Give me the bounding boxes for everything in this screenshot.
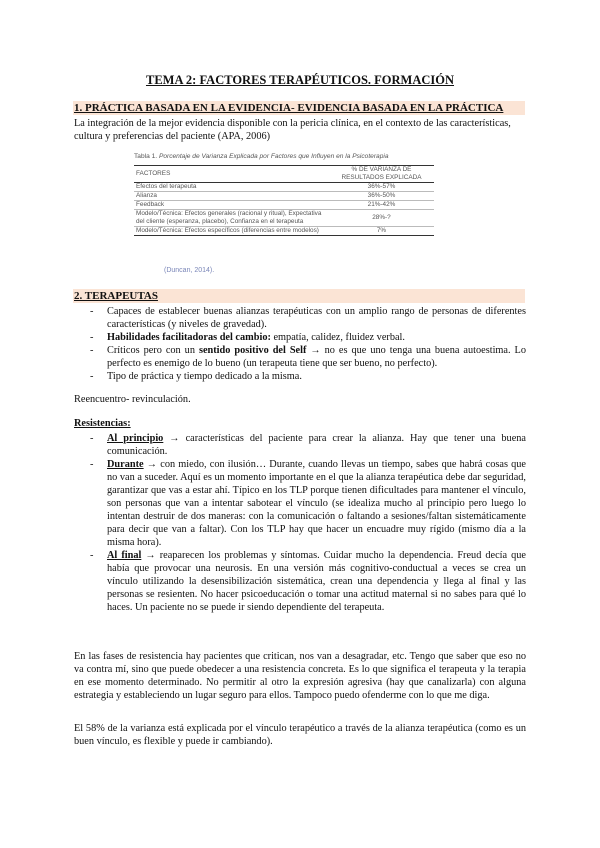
list-item xyxy=(74,370,526,383)
resistencias-list xyxy=(74,432,526,614)
resistencias-heading: Resistencias: xyxy=(74,418,131,429)
table-row xyxy=(134,201,434,210)
list-item-bold: sentido positivo del Self xyxy=(198,345,307,356)
section1-heading: 1. PRÁCTICA BASADA EN LA EVIDENCIA- EVIDENCIA BASADA EN LA PRÁCTICA xyxy=(74,102,504,114)
variance-table xyxy=(134,165,434,236)
closing-paragraph-2: El 58% de la varianza está explicada por el vínculo terapéutico a través de la alianza terapéutica (como es un buen vínculo, es flexible y puede ir cambiando). xyxy=(74,723,526,747)
list-item-text: Críticos pero con un xyxy=(107,345,199,356)
table-cell-value: 36%-57% xyxy=(367,183,396,190)
list-item xyxy=(74,432,526,458)
list-item-text: Tipo de práctica y tiempo dedicado a la misma. xyxy=(107,371,302,382)
table-caption xyxy=(134,153,474,160)
table-row xyxy=(134,210,434,227)
list-item xyxy=(74,331,526,344)
list-item xyxy=(74,305,526,331)
list-item-bold: Habilidades facilitadoras del cambio: xyxy=(107,332,271,343)
table-row xyxy=(134,183,434,192)
table-cell-value: 7% xyxy=(376,227,387,234)
list-item-text: → reaparecen los problemas y síntomas. Cuidar mucho la dependencia. Freud decía que había que provocar una neurosis. En una versión más cognitivo-conductual a veces se crea un vínculo utilizando la desensibilización sistemática, crean una dependencia y llega al final y las personas se resienten. No hacer psicoeducación o tomar una actitud maternal si no sabes para qué lo haces. Un paciente no se puede ir siendo dependiente del terapeuta. xyxy=(107,550,526,613)
table-caption-text: Porcentaje de Varianza Explicada por Factores que Influyen en la Psicoterapia xyxy=(158,153,389,160)
table-caption-number: Tabla 1. xyxy=(134,153,158,160)
table-cell-value: 21%-42% xyxy=(367,201,396,208)
list-item xyxy=(74,458,526,549)
page-title xyxy=(0,73,600,88)
table-cell-value: 28%-? xyxy=(372,214,391,221)
list-item-text: → no es que uno tenga una buena autoestima. Lo perfecto es enemigo de lo bueno (un terapeuta tiene que ser bueno, no perfecto). xyxy=(107,345,526,369)
list-item-text: empatía, calidez, fluidez verbal. xyxy=(270,332,405,343)
section1-intro: La integración de la mejor evidencia disponible con la pericia clínica, en el contexto de las características, cultura y preferencias del paciente (APA, 2006) xyxy=(74,118,511,142)
table-header-varianza: % DE VARIANZA DE RESULTADOS EXPLICADA xyxy=(341,166,422,181)
table-cell-factor: Feedback xyxy=(136,201,165,208)
list-item-bold: Al principio xyxy=(107,433,164,444)
list-item-text: → con miedo, con ilusión… Durante, cuando llevas un tiempo, sabes que habrá cosas que no van a suceder. Aquí es un momento importante en el que la alianza terapéutica debe dar seguridad, garantizar que vas a estar ahí. Típico en los TLP porque tienen dificultades para mantener el vínculo, son personas que van a intentar sabotear el vínculo (se idealiza mucho al principio pero luego lo intentan destruir de dos maneras: con la comunicación o faltando a sesiones/faltan sistemáticamente para decir que van a faltar). Con los TLP hay que hacer un encuadre muy rígido (mismo día a la misma hora). xyxy=(107,459,526,548)
table-cell-factor: Efectos del terapeuta xyxy=(136,183,197,190)
table-row xyxy=(134,192,434,201)
closing-paragraph-1: En las fases de resistencia hay pacientes que critican, nos van a desagradar, etc. Tengo que saber que eso no va contra mí, sino que puede obedecer a una resistencia concreta. Es lo que significa el terapeuta y la terapia en ese momento determinado. No permitir al otro la expresión agresiva (hay que canalizarla) con alguna estrategia y estableciendo un lugar seguro para ellos. Tampoco puedo ofenderme con lo que me diga. xyxy=(74,651,526,701)
table-header-factores: FACTORES xyxy=(136,170,171,177)
list-item-bold: Al final xyxy=(107,550,142,561)
therapist-list xyxy=(74,305,526,383)
table-cell-factor: Alianza xyxy=(136,192,157,199)
list-item xyxy=(74,344,526,370)
page-title-text: TEMA 2: FACTORES TERAPÉUTICOS. FORMACIÓN xyxy=(145,73,455,87)
table-cell-factor: Modelo/Técnica: Efectos generales (racional y ritual), Expectativa del cliente (esperanza, placebo), Confianza en el terapeuta xyxy=(136,210,322,225)
section2-heading: 2. TERAPEUTAS xyxy=(74,290,158,302)
list-item xyxy=(74,549,526,614)
list-item-text: → características del paciente para crear la alianza. Hay que tener una buena comunicación. xyxy=(107,433,526,457)
table-header-row xyxy=(134,166,434,183)
table-citation: (Duncan, 2014). xyxy=(164,267,215,274)
table-row xyxy=(134,227,434,236)
list-item-text: Capaces de establecer buenas alianzas terapéuticas con un amplio rango de personas de diferentes características (y niveles de gravedad). xyxy=(107,306,526,330)
list-item-bold: Durante xyxy=(107,459,144,470)
reencuentro-line: Reencuentro- revinculación. xyxy=(74,394,191,405)
table-cell-factor: Modelo/Técnica: Efectos específicos (diferencias entre modelos) xyxy=(136,227,319,234)
table-cell-value: 36%-50% xyxy=(367,192,396,199)
